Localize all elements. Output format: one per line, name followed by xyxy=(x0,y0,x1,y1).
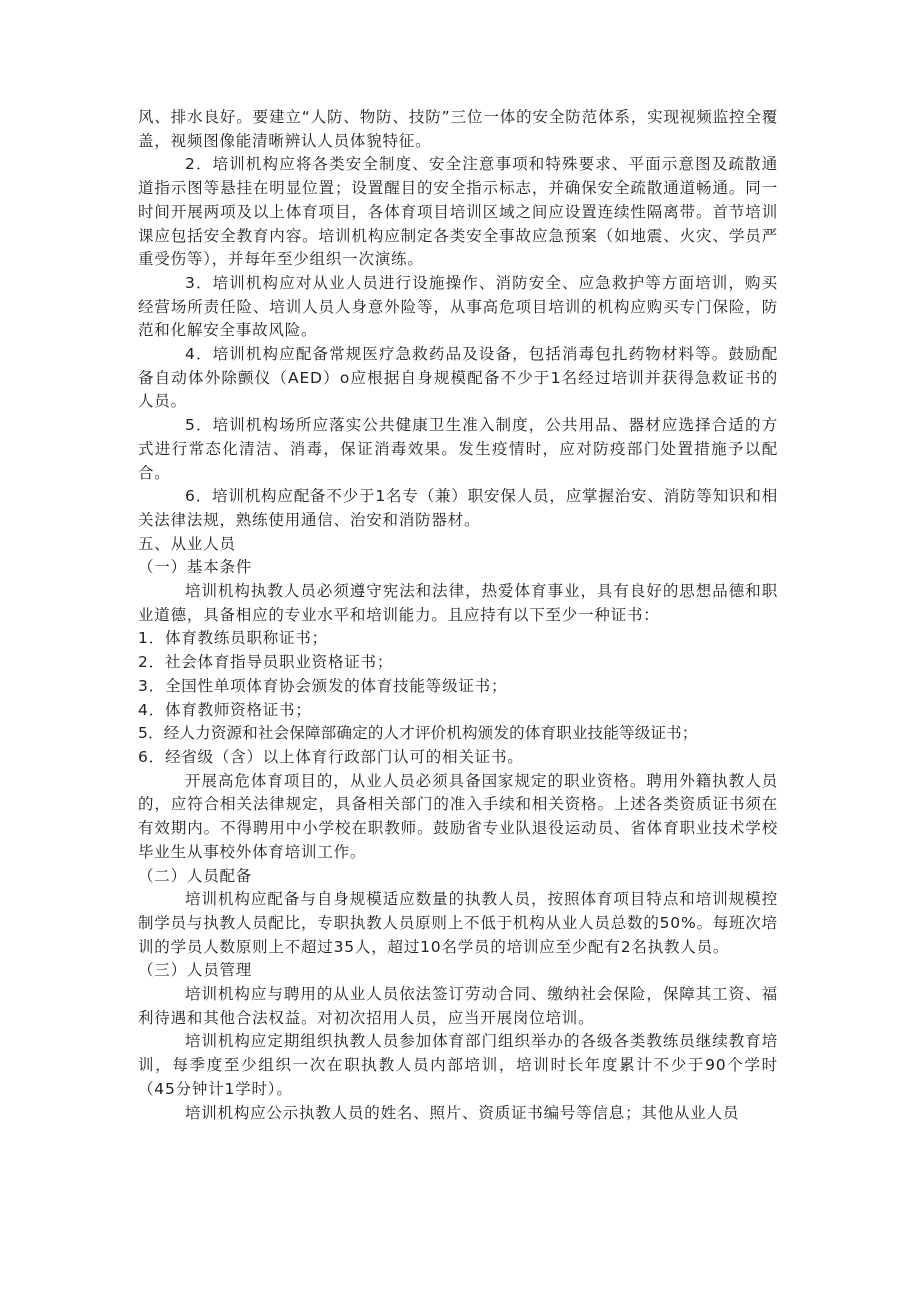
paragraph-high-risk-staff: 开展高危体育项目的，从业人员必须具备国家规定的职业资格。聘用外籍执教人员的，应符合相关法律规定，具备相关部门的准入手续和相关资格。上述各类资质证书须在有效期内。不得聘用中小学校在职教师。鼓励省专业队退役运动员、省体育职业技术学校毕业生从事校外体育培训工作。 xyxy=(138,771,778,861)
certificate-item: 6．经省级（含）以上体育行政部门认可的相关证书。 xyxy=(138,747,524,766)
certificate-item: 5．经人力资源和社会保障部确定的人才评价机构颁发的体育职业技能等级证书； xyxy=(138,724,698,743)
certificate-item: 1．体育教练员职称证书； xyxy=(138,629,328,648)
paragraph-safety-4: 4．培训机构应配备常规医疗急救药品及设备，包括消毒包扎药物材料等。鼓励配备自动体外除颤仪（AED）o应根据自身规模配备不少于1名经过培训并获得急救证书的人员。 xyxy=(138,345,778,411)
subsection-heading-management: （三）人员管理 xyxy=(138,961,253,980)
paragraph-management-3: 培训机构应公示执教人员的姓名、照片、资质证书编号等信息；其他从业人员 xyxy=(185,1103,740,1122)
paragraph-safety-2: 2．培训机构应将各类安全制度、安全注意事项和特殊要求、平面示意图及疏散通道指示图等悬挂在明显位置；设置醒目的安全指示标志，并确保安全疏散通道畅通。同一时间开展两项及以上体育项目，各体育项目培训区域之间应设置连续性隔离带。首节培训课应包括安全教育内容。培训机构应制定各类安全事故应急预案（如地震、火灾、学员严重受伤等），并每年至少组织一次演练。 xyxy=(138,155,778,269)
subsection-heading-basic-conditions: （一）基本条件 xyxy=(138,558,253,577)
paragraph-continuation: 风、排水良好。要建立“人防、物防、技防”三位一体的安全防范体系，实现视频监控全覆盖，视频图像能清晰辨认人员体貌特征。 xyxy=(138,108,778,150)
certificate-item: 4．体育教师资格证书； xyxy=(138,700,312,719)
certificate-item: 2．社会体育指导员职业资格证书； xyxy=(138,653,394,672)
document-body xyxy=(138,106,778,1125)
paragraph-management-1: 培训机构应与聘用的从业人员依法签订劳动合同、缴纳社会保险，保障其工资、福利待遇和其他合法权益。对初次招用人员，应当开展岗位培训。 xyxy=(138,985,778,1027)
paragraph-management-2: 培训机构应定期组织执教人员参加体育部门组织举办的各级各类教练员继续教育培训，每季度至少组织一次在职执教人员内部培训，培训时长年度累计不少于90个学时（45分钟计1学时）。 xyxy=(138,1032,778,1098)
paragraph-basic-conditions: 培训机构执教人员必须遵守宪法和法律，热爱体育事业，具有良好的思想品德和职业道德，具备相应的专业水平和培训能力。且应持有以下至少一种证书： xyxy=(138,582,778,624)
section-heading-staff: 五、从业人员 xyxy=(138,534,236,553)
paragraph-safety-6: 6．培训机构应配备不少于1名专（兼）职安保人员，应掌握治安、消防等知识和相关法律法规，熟练使用通信、治安和消防器材。 xyxy=(138,487,778,529)
paragraph-staffing: 培训机构应配备与自身规模适应数量的执教人员，按照体育项目特点和培训规模控制学员与执教人员配比，专职执教人员原则上不低于机构从业人员总数的50%。每班次培训的学员人数原则上不超过35人，超过10名学员的培训应至少配有2名执教人员。 xyxy=(138,890,778,956)
paragraph-safety-3: 3．培训机构应对从业人员进行设施操作、消防安全、应急救护等方面培训，购买经营场所责任险、培训人员人身意外险等，从事高危项目培训的机构应购买专门保险，防范和化解安全事故风险。 xyxy=(138,273,778,340)
subsection-heading-staffing: （二）人员配备 xyxy=(138,866,253,885)
paragraph-safety-5: 5．培训机构场所应落实公共健康卫生准入制度，公共用品、器材应选择合适的方式进行常态化清洁、消毒，保证消毒效果。发生疫情时，应对防疫部门处置措施予以配合。 xyxy=(138,416,778,482)
certificate-item: 3．全国性单项体育协会颁发的体育技能等级证书； xyxy=(138,676,508,695)
